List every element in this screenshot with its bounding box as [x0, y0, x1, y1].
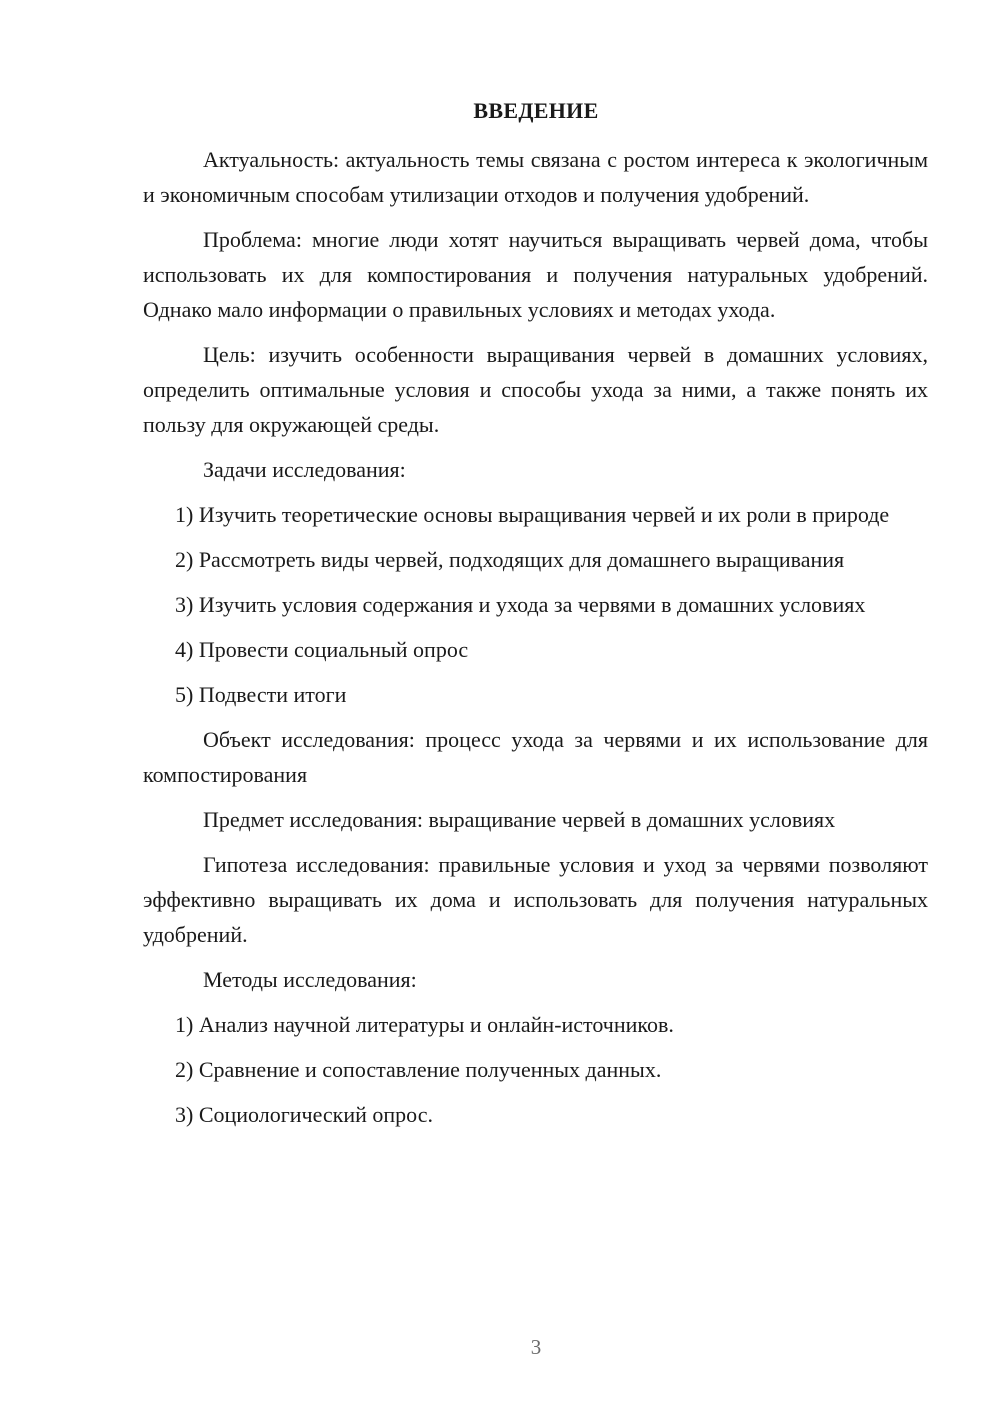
list-item-task-3: 3) Изучить условия содержания и ухода за червями в домашних условиях: [175, 592, 866, 617]
list-item-task-5: 5) Подвести итоги: [175, 682, 347, 707]
document-body: [143, 142, 928, 1142]
page-number: 3: [530, 1335, 542, 1359]
paragraph-subject: Предмет исследования: выращивание червей в домашних условиях: [203, 807, 836, 832]
paragraph-hypothesis: Гипотеза исследования: правильные условия и уход за червями позволяют эффективно выращивать их дома и использовать для получения натуральных удобрений.: [143, 852, 928, 947]
list-item-method-3: 3) Социологический опрос.: [175, 1102, 433, 1127]
paragraph-methods-heading: Методы исследования:: [203, 967, 417, 992]
section-title: ВВЕДЕНИЕ: [473, 98, 599, 123]
list-item-task-4: 4) Провести социальный опрос: [175, 637, 469, 662]
list-item-task-2: 2) Рассмотреть виды червей, подходящих для домашнего выращивания: [175, 547, 845, 572]
paragraph-object: Объект исследования: процесс ухода за червями и их использование для компостирования: [143, 727, 928, 787]
list-item-task-1: 1) Изучить теоретические основы выращивания червей и их роли в природе: [175, 502, 890, 527]
list-item-method-2: 2) Сравнение и сопоставление полученных данных.: [175, 1057, 662, 1082]
list-item-method-1: 1) Анализ научной литературы и онлайн-источников.: [175, 1012, 674, 1037]
paragraph-tasks-heading: Задачи исследования:: [203, 457, 406, 482]
paragraph-problem: Проблема: многие люди хотят научиться выращивать червей дома, чтобы использовать их для компостирования и получения натуральных удобрений. Однако мало информации о правильных условиях и методах ухода.: [143, 227, 928, 322]
paragraph-goal: Цель: изучить особенности выращивания червей в домашних условиях, определить оптимальные условия и способы ухода за ними, а также понять их пользу для окружающей среды.: [143, 342, 928, 437]
paragraph-relevance: Актуальность: актуальность темы связана с ростом интереса к экологичным и экономичным способам утилизации отходов и получения удобрений.: [143, 147, 928, 207]
